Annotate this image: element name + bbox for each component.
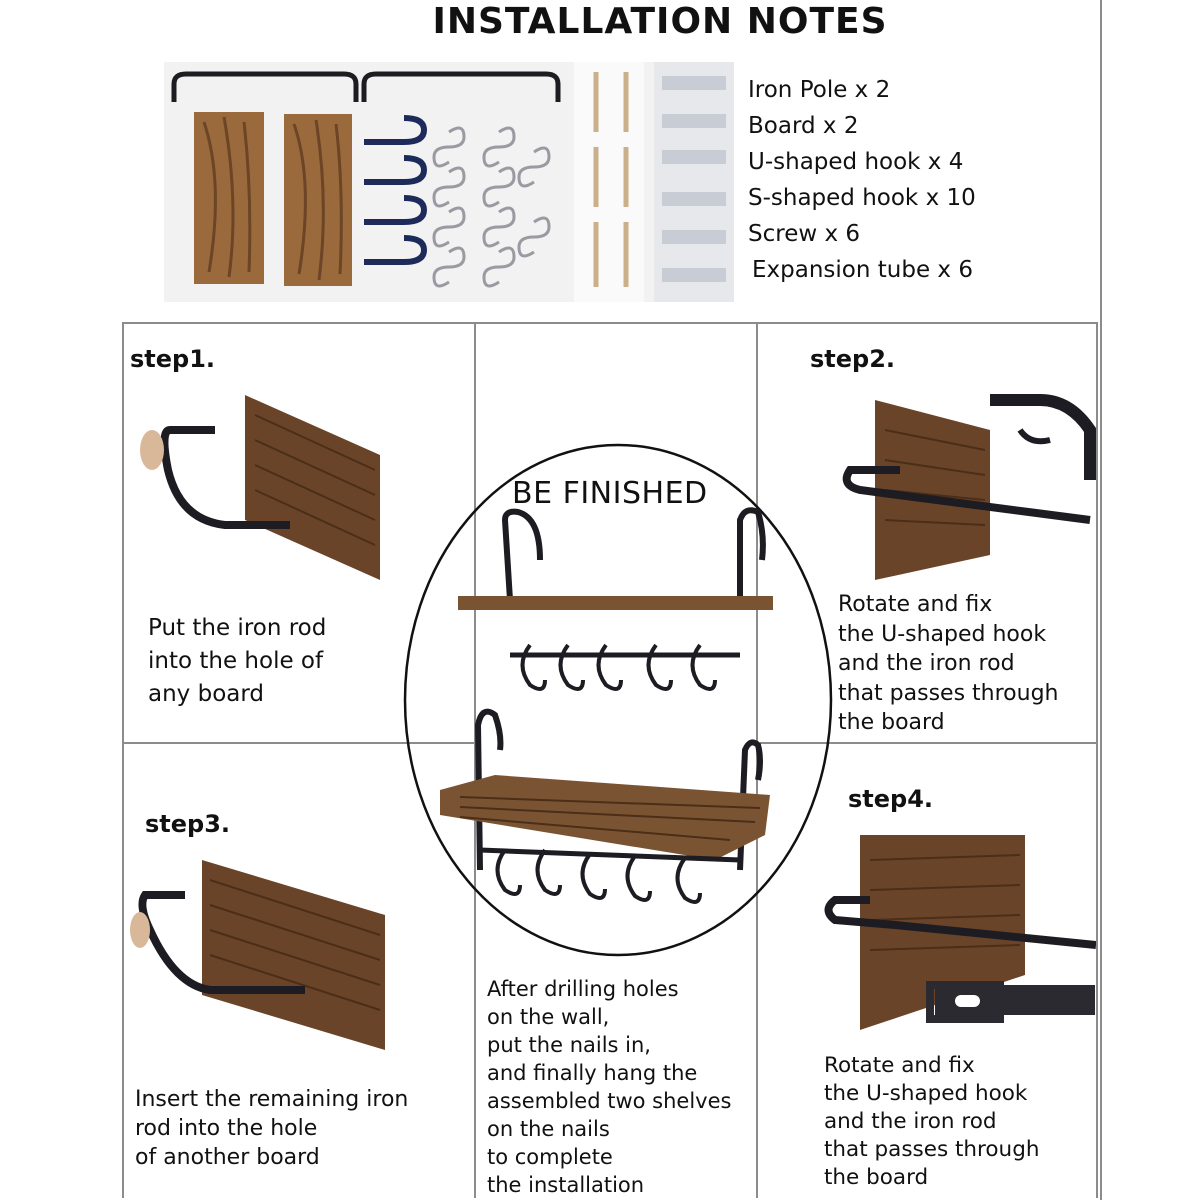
step3-label: step3. xyxy=(145,810,231,838)
divider xyxy=(1096,322,1098,1198)
parts-illustration xyxy=(164,62,734,302)
finish-caption: After drilling holes on the wall, put the nails in, and finally hang the assembled two shelves on the nails to complete the installation xyxy=(487,977,732,1197)
step2-illustration xyxy=(840,390,1096,585)
parts-list-item: Screw x 6 xyxy=(748,221,861,247)
parts-list-item: Board x 2 xyxy=(748,113,859,139)
step1-caption: Put the iron rod into the hole of any board xyxy=(148,615,327,707)
finished-label: BE FINISHED xyxy=(512,476,708,511)
parts-list-item: S-shaped hook x 10 xyxy=(748,185,976,211)
divider xyxy=(122,322,1097,324)
step4-caption: Rotate and fix the U-shaped hook and the iron rod that passes through the board xyxy=(824,1053,1040,1190)
step1-label: step1. xyxy=(130,345,216,373)
parts-list-item: Expansion tube x 6 xyxy=(752,257,973,283)
parts-list-item: U-shaped hook x 4 xyxy=(748,149,964,175)
parts-list xyxy=(748,72,976,288)
step4-label: step4. xyxy=(848,785,934,813)
step3-illustration xyxy=(130,855,395,1055)
finished-illustration xyxy=(400,440,836,960)
parts-list-item: Iron Pole x 2 xyxy=(748,77,891,103)
divider xyxy=(122,322,124,1198)
step4-illustration xyxy=(820,825,1096,1035)
divider xyxy=(1100,0,1102,1200)
board-icon xyxy=(194,112,264,284)
step2-caption: Rotate and fix the U-shaped hook and the iron rod that passes through the board xyxy=(838,592,1059,735)
step3-caption: Insert the remaining iron rod into the hole of another board xyxy=(135,1087,409,1170)
step2-label: step2. xyxy=(810,345,896,373)
step1-illustration xyxy=(140,390,390,585)
page-title: INSTALLATION NOTES xyxy=(432,1,888,42)
